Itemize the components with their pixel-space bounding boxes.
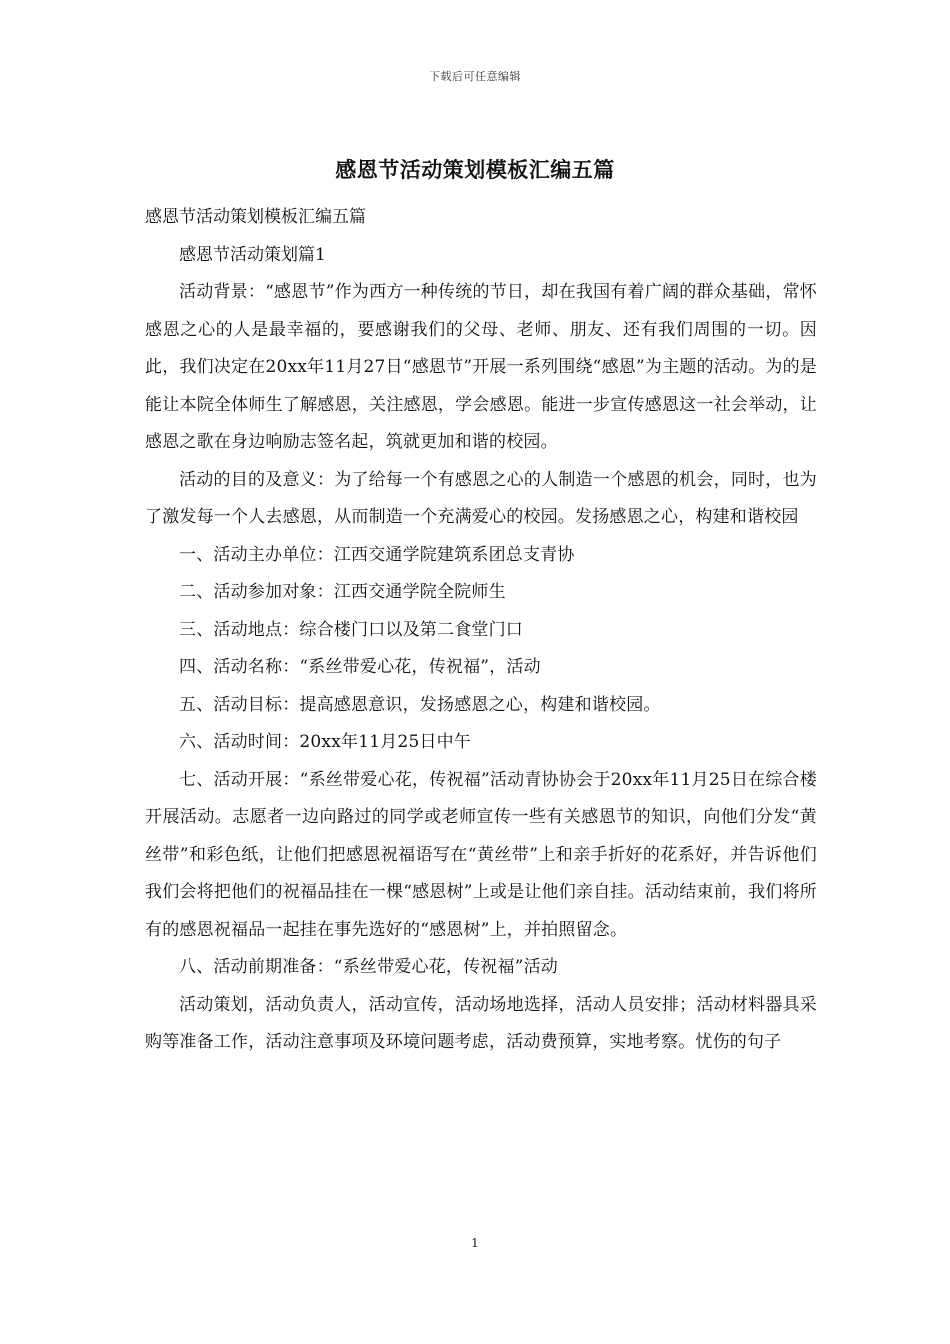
paragraph-goal: 五、活动目标：提高感恩意识，发扬感恩之心，构建和谐校园。 <box>179 694 661 715</box>
paragraph-preparation: 八、活动前期准备：“系丝带爱心花，传祝福”活动 <box>179 957 558 977</box>
document-title: 感恩节活动策划模板汇编五篇 <box>335 157 615 182</box>
paragraph-participants: 二、活动参加对象：江西交通学院全院师生 <box>179 582 506 602</box>
paragraph-execution: 七、活动开展：“系丝带爱心花，传祝福”活动青协协会于20xx年11月25日在综合楼开展活动。志愿者一边向路过的同学或老师宣传一些有关感恩节的知识，向他们分发“黄丝带”和彩色纸，让他们把感恩祝福语写在“黄丝带”上和亲手折好的花系好，并告诉他们我们会将把他们的祝福品挂在一棵“感恩树”上或是让他们亲自挂。活动结束前，我们将所有的感恩祝福品一起挂在事先选好的“感恩树”上，并拍照留念。 <box>145 769 817 940</box>
paragraph-purpose: 活动的目的及意义：为了给每一个有感恩之心的人制造一个感恩的机会，同时，也为了激发每一个人去感恩，从而制造一个充满爱心的校园。发扬感恩之心，构建和谐校园 <box>145 469 817 527</box>
page-number: 1 <box>471 1236 479 1250</box>
document-body <box>145 199 817 1062</box>
section-heading: 感恩节活动策划篇1 <box>179 244 326 265</box>
paragraph-organizer: 一、活动主办单位：江西交通学院建筑系团总支青协 <box>179 544 575 565</box>
paragraph-activity-name: 四、活动名称：“系丝带爱心花，传祝福”，活动 <box>179 657 541 677</box>
paragraph-location: 三、活动地点：综合楼门口以及第二食堂门口 <box>179 619 523 640</box>
header-note: 下载后可任意编辑 <box>429 70 521 83</box>
paragraph-time: 六、活动时间：20xx年11月25日中午 <box>179 732 472 752</box>
paragraph-planning: 活动策划，活动负责人，活动宣传，活动场地选择，活动人员安排；活动材料器具采购等准备工作，活动注意事项及环境问题考虑，活动费预算，实地考察。忧伤的句子 <box>145 994 817 1052</box>
paragraph-background: 活动背景：“感恩节”作为西方一种传统的节日，却在我国有着广阔的群众基础，常怀感恩之心的人是最幸福的，要感谢我们的父母、老师、朋友、还有我们周围的一切。因此，我们决定在20xx年11月27日“感恩节”开展一系列围绕“感恩”为主题的活动。为的是能让本院全体师生了解感恩，关注感恩，学会感恩。能进一步宣传感恩这一社会举动，让感恩之歌在身边响励志签名起，筑就更加和谐的校园。 <box>145 282 817 452</box>
document-subtitle: 感恩节活动策划模板汇编五篇 <box>145 207 366 227</box>
